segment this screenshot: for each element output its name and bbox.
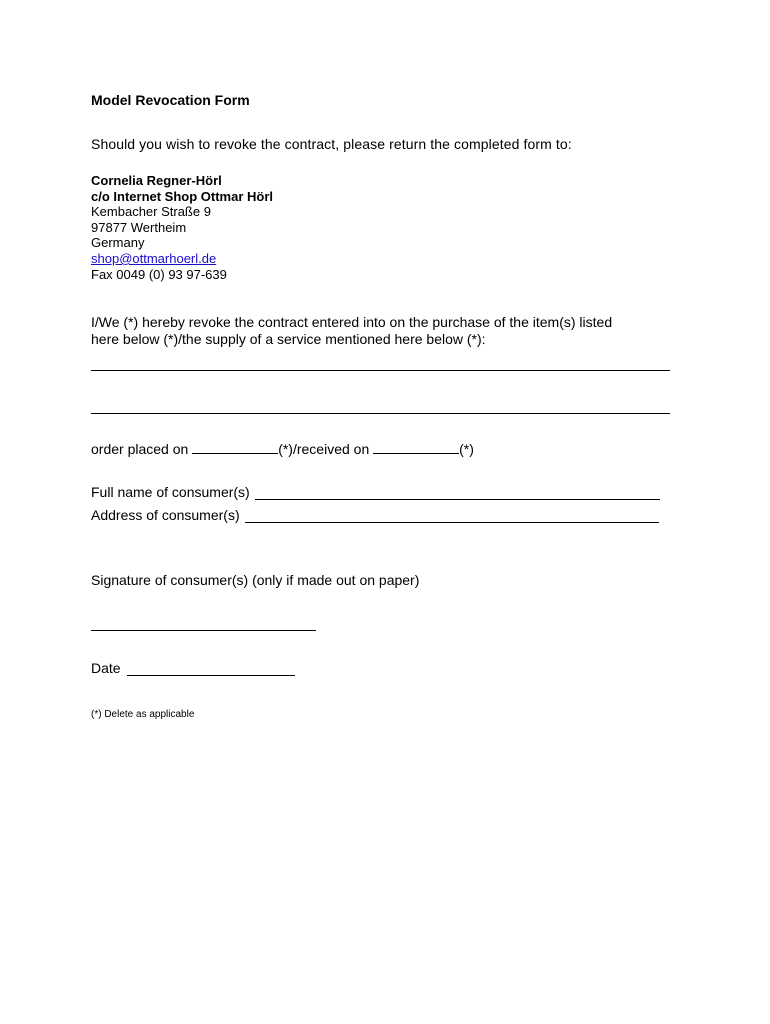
intro-text: Should you wish to revoke the contract, please return the completed form to: [91,136,572,152]
full-name-field[interactable] [255,487,660,500]
revocation-statement-line-2: here below (*)/the supply of a service mentioned here below (*): [91,331,486,347]
recipient-name: Cornelia Regner-Hörl [91,173,222,188]
date-label: Date [91,660,121,676]
signature-label: Signature of consumer(s) (only if made out on paper) [91,572,420,588]
address-field[interactable] [245,510,659,523]
items-input-line-2[interactable] [91,413,670,414]
recipient-street: Kembacher Straße 9 [91,204,211,220]
address-row [91,507,659,523]
full-name-row [91,484,660,500]
recipient-fax: Fax 0049 (0) 93 97-639 [91,266,227,282]
received-date-field[interactable] [373,441,459,454]
order-dates-row [91,441,474,457]
order-placed-label: order placed on [91,441,193,457]
signature-field[interactable] [91,630,316,631]
recipient-country: Germany [91,235,145,251]
items-input-line-1[interactable] [91,370,670,371]
received-asterisk: (*) [459,441,474,457]
recipient-email-link[interactable]: shop@ottmarhoerl.de [91,250,217,266]
date-field[interactable] [127,663,295,676]
revocation-statement-line-1: I/We (*) hereby revoke the contract entered into on the purchase of the item(s) listed [91,314,613,330]
recipient-address [91,173,273,282]
footnote: (*) Delete as applicable [91,709,195,720]
date-row [91,660,295,676]
address-label: Address of consumer(s) [91,507,240,523]
order-placed-date-field[interactable] [192,441,278,454]
received-label: (*)/received on [278,441,374,457]
revocation-statement [91,314,612,348]
recipient-city: 97877 Wertheim [91,219,187,235]
form-title: Model Revocation Form [91,92,250,108]
recipient-company: c/o Internet Shop Ottmar Hörl [91,188,274,204]
full-name-label: Full name of consumer(s) [91,484,250,500]
